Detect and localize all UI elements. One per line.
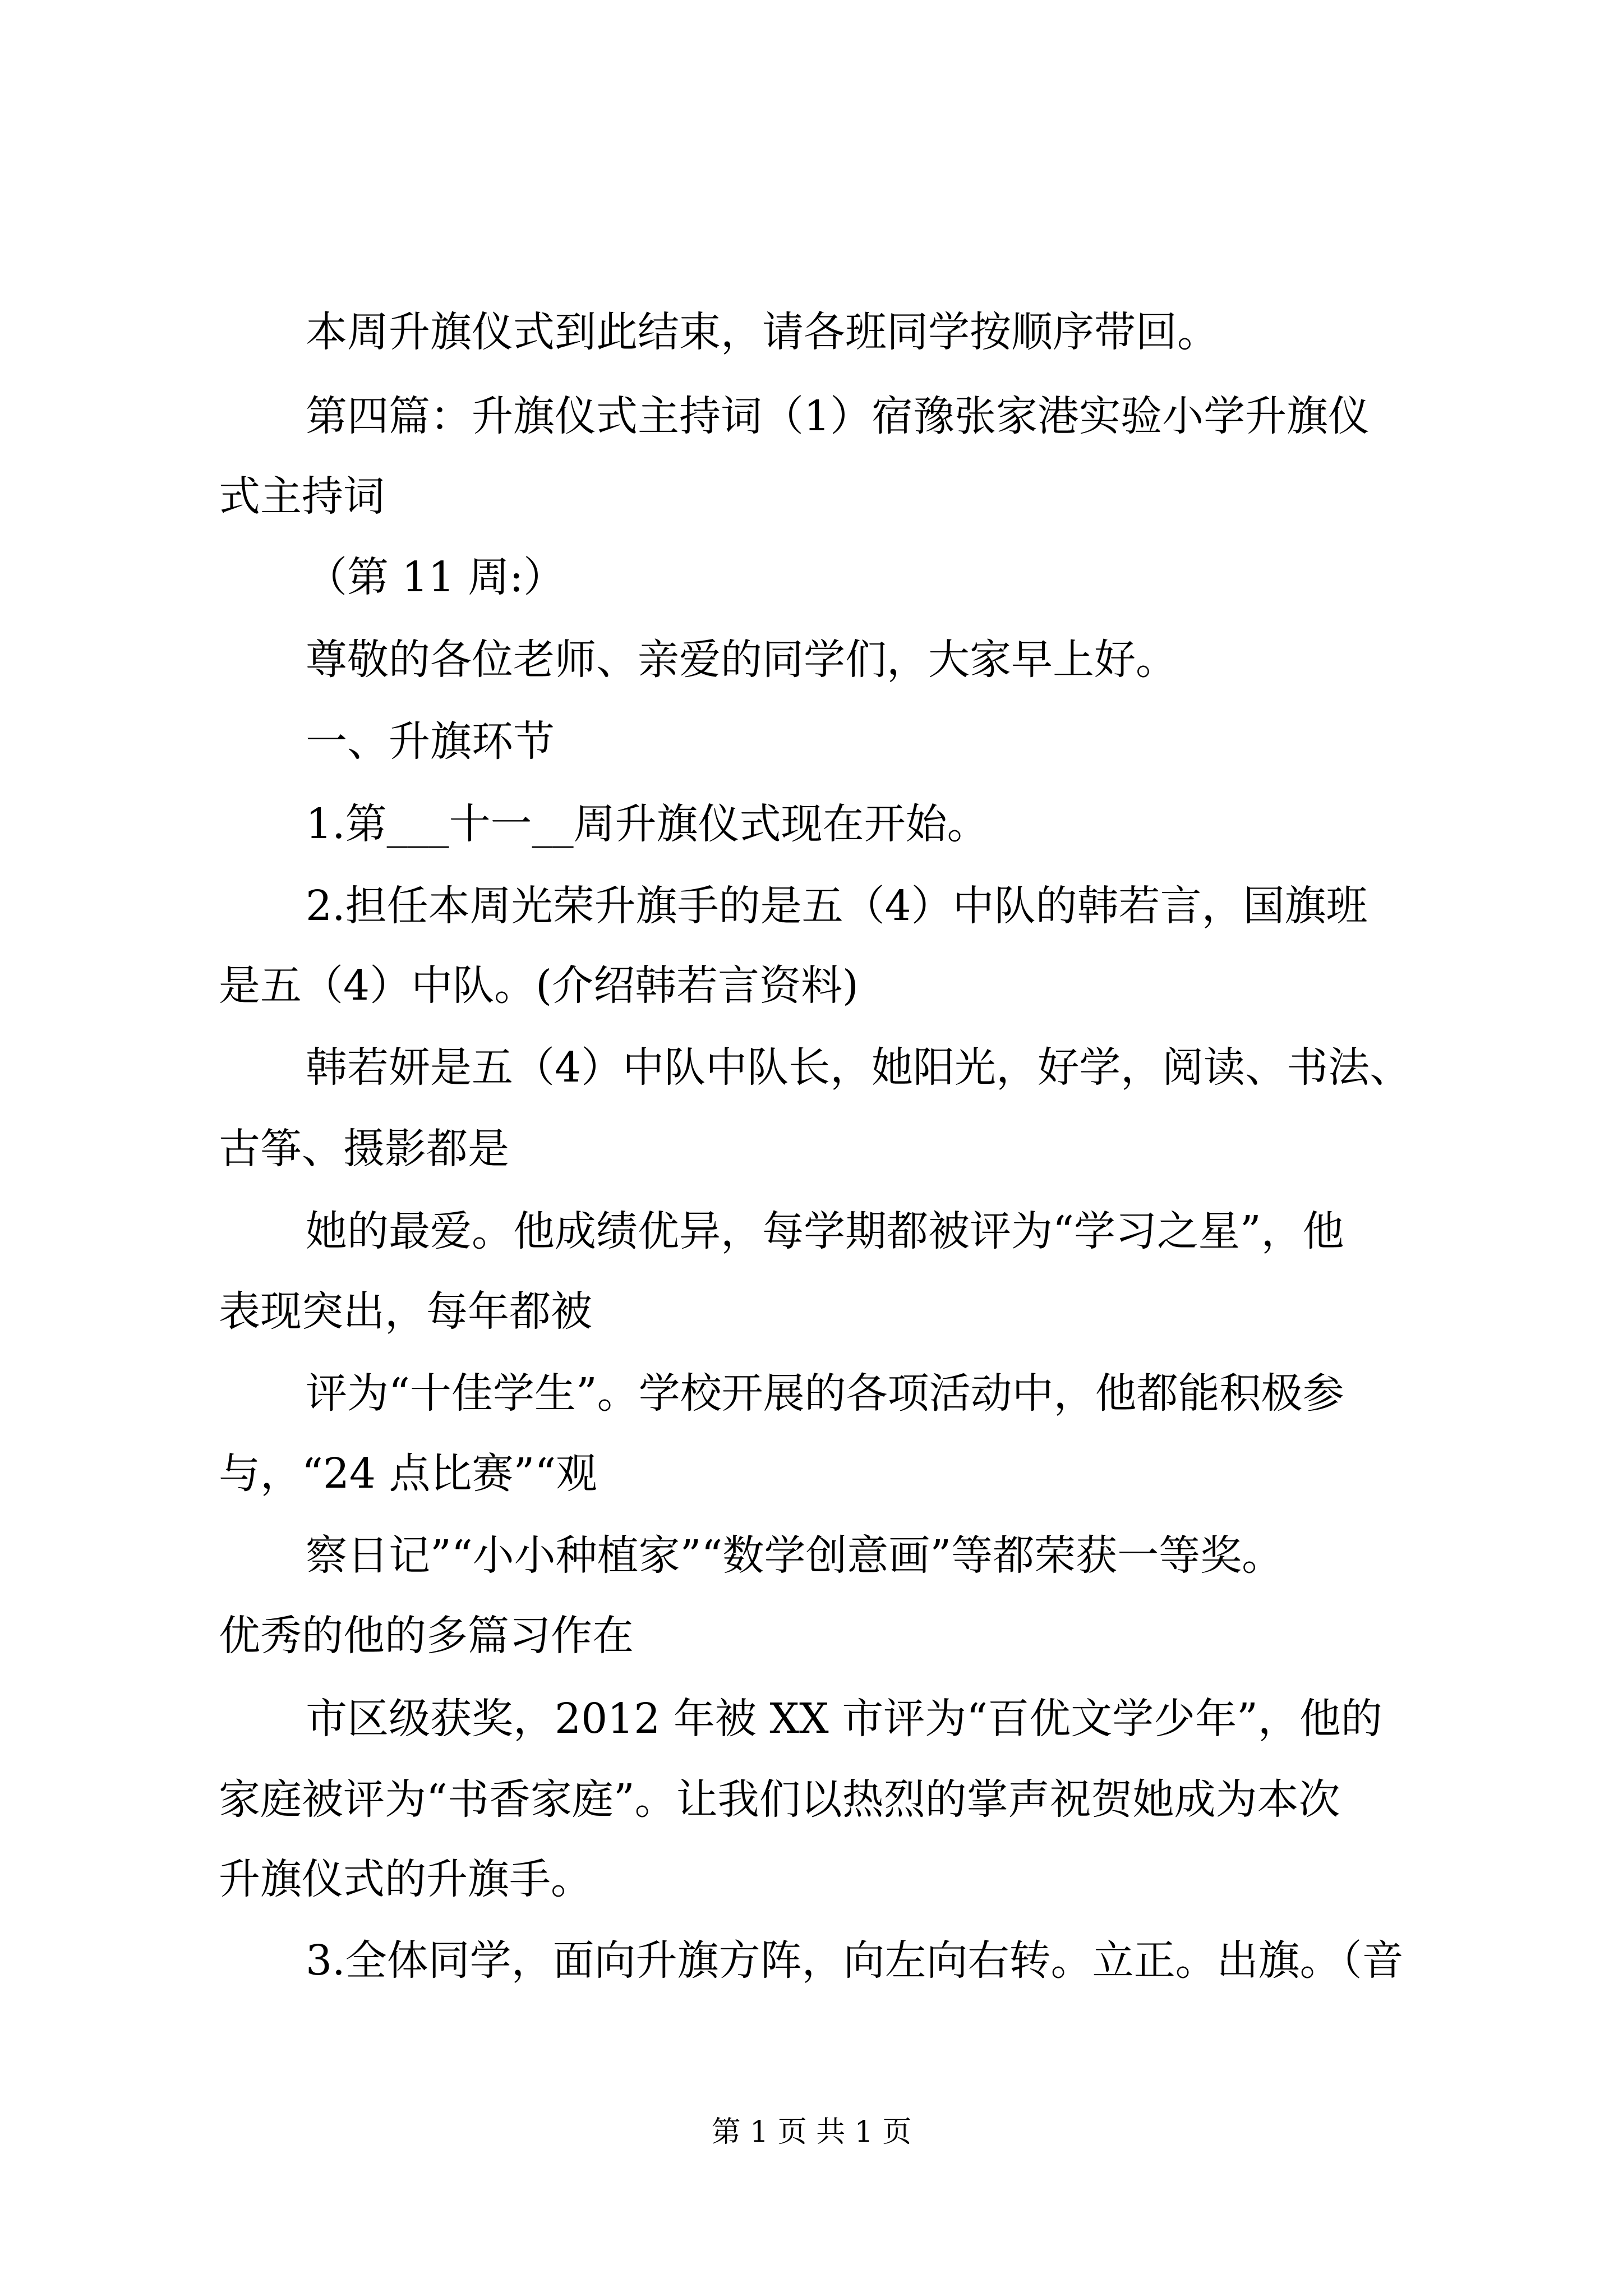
paragraph-line: 韩若妍是五（4）中队中队长，她阳光，好学，阅读、书法、 [306, 1043, 1412, 1092]
paragraph-line: 市区级获奖，2012 年被 XX 市评为“百优文学少年”，他的 [306, 1695, 1382, 1743]
paragraph-line: 表现突出，每年都被 [219, 1287, 592, 1336]
paragraph-line: 察日记”“小小种植家”“数学创意画”等都荣获一等奖。 [306, 1531, 1284, 1580]
paragraph-line: 本周升旗仪式到此结束，请各班同学按顺序带回。 [306, 308, 1219, 356]
paragraph-line: 第四篇：升旗仪式主持词（1）宿豫张家港实验小学升旗仪 [306, 392, 1370, 440]
paragraph-line: 古筝、摄影都是 [219, 1125, 509, 1173]
paragraph-line: 升旗仪式的升旗手。 [219, 1855, 592, 1903]
paragraph-line: 与，“24 点比赛”“观 [219, 1450, 598, 1498]
paragraph-line: 优秀的他的多篇习作在 [219, 1612, 634, 1660]
section-heading: 一、升旗环节 [306, 717, 555, 766]
page-footer: 第 1 页 共 1 页 [711, 2115, 912, 2149]
paragraph-line: 式主持词 [219, 472, 385, 521]
paragraph-line: 2.担任本周光荣升旗手的是五（4）中队的韩若言，国旗班 [306, 882, 1368, 930]
paragraph-line: 1.第___十一__周升旗仪式现在开始。 [306, 800, 989, 848]
paragraph-line: 尊敬的各位老师、亲爱的同学们，大家早上好。 [306, 636, 1177, 684]
paragraph-line: 是五（4）中队。(介绍韩若言资料) [219, 961, 859, 1010]
paragraph-line: 3.全体同学，面向升旗方阵，向左向右转。立正。出旗。（音 [306, 1936, 1404, 1985]
paragraph-line: 她的最爱。他成绩优异，每学期都被评为“学习之星”，他 [306, 1207, 1344, 1255]
paragraph-line: 评为“十佳学生”。学校开展的各项活动中，他都能积极参 [306, 1369, 1344, 1418]
paragraph-line: 家庭被评为“书香家庭”。让我们以热烈的掌声祝贺她成为本次 [219, 1775, 1340, 1824]
paragraph-line: （第 11 周:） [306, 553, 565, 601]
